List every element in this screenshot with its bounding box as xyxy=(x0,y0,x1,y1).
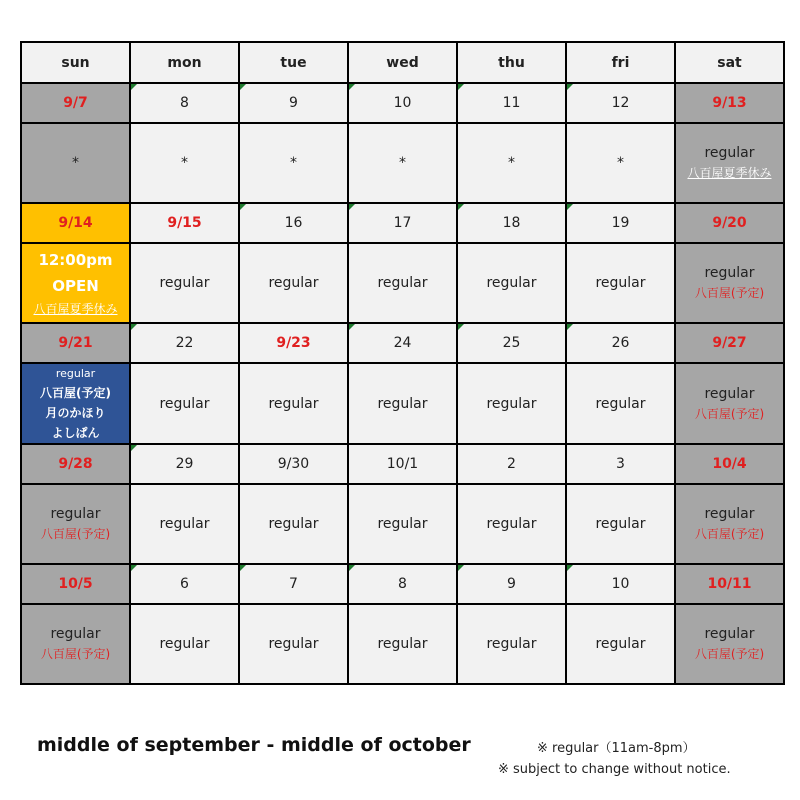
schedule-cell: regular xyxy=(566,243,675,323)
cell-marker-icon xyxy=(458,565,464,571)
schedule-cell xyxy=(675,123,784,203)
cell-marker-icon xyxy=(240,204,246,210)
date-cell: 9/15 xyxy=(130,203,239,243)
yaoya-planned-label: 八百屋(予定) xyxy=(40,647,111,661)
regular-label: regular xyxy=(50,506,101,522)
schedule-cell: * xyxy=(566,123,675,203)
vendor-label: よしぱん xyxy=(51,426,100,440)
date-cell: 9 xyxy=(457,564,566,604)
cell-marker-icon xyxy=(567,204,573,210)
date-cell: 10/5 xyxy=(21,564,130,604)
schedule-cell: regular xyxy=(348,604,457,684)
cell-marker-icon xyxy=(131,84,137,90)
schedule-cell xyxy=(675,243,784,323)
yaoya-holiday-label: 八百屋夏季休み xyxy=(33,302,118,316)
schedule-cell xyxy=(21,604,130,684)
regular-label: regular xyxy=(704,385,755,402)
schedule-cell: regular xyxy=(348,243,457,323)
date-cell: 17 xyxy=(348,203,457,243)
header-sat: sat xyxy=(675,42,784,83)
cell-marker-icon xyxy=(458,84,464,90)
schedule-cell: regular xyxy=(130,604,239,684)
header-fri: fri xyxy=(566,42,675,83)
schedule-cell xyxy=(675,604,784,684)
date-cell: 29 xyxy=(130,444,239,484)
date-cell: 22 xyxy=(130,323,239,363)
date-cell: 10/4 xyxy=(675,444,784,484)
open-time: 12:00pm xyxy=(38,251,113,269)
schedule-cell: regular xyxy=(457,243,566,323)
cell-marker-icon xyxy=(240,84,246,90)
cell-marker-icon xyxy=(131,324,137,330)
schedule-cell xyxy=(21,484,130,564)
date-cell: 9/13 xyxy=(675,83,784,123)
cell-marker-icon xyxy=(349,565,355,571)
header-mon: mon xyxy=(130,42,239,83)
schedule-cell: regular xyxy=(239,604,348,684)
date-cell: 6 xyxy=(130,564,239,604)
schedule-cell: regular xyxy=(130,484,239,564)
regular-hours-note: ※ regular（11am-8pm） xyxy=(537,741,696,756)
week4-content-row xyxy=(21,484,784,564)
date-cell: 10/11 xyxy=(675,564,784,604)
cell-marker-icon xyxy=(567,84,573,90)
date-cell: 9/27 xyxy=(675,323,784,363)
date-cell: 8 xyxy=(130,83,239,123)
date-cell: 10 xyxy=(348,83,457,123)
date-cell: 24 xyxy=(348,323,457,363)
schedule-cell: * xyxy=(21,123,130,203)
schedule-cell: regular xyxy=(457,363,566,444)
yaoya-planned-label: 八百屋(予定) xyxy=(40,386,111,400)
calendar-table xyxy=(20,41,785,685)
vendor-label: 月のかほり xyxy=(45,406,106,420)
yaoya-planned-label: 八百屋(予定) xyxy=(694,286,765,300)
schedule-cell: regular xyxy=(348,363,457,444)
date-cell: 26 xyxy=(566,323,675,363)
schedule-cell: regular xyxy=(130,243,239,323)
week3-content-row xyxy=(21,363,784,444)
regular-label: regular xyxy=(704,265,755,281)
header-wed: wed xyxy=(348,42,457,83)
cell-marker-icon xyxy=(567,324,573,330)
date-cell: 9/30 xyxy=(239,444,348,484)
week4-date-row xyxy=(21,444,784,484)
date-cell: 10/1 xyxy=(348,444,457,484)
week3-date-row xyxy=(21,323,784,363)
date-cell: 9/28 xyxy=(21,444,130,484)
cell-marker-icon xyxy=(458,204,464,210)
date-cell: 3 xyxy=(566,444,675,484)
cell-marker-icon xyxy=(349,204,355,210)
regular-label: regular xyxy=(704,626,755,642)
cell-marker-icon xyxy=(349,84,355,90)
date-cell: 9 xyxy=(239,83,348,123)
schedule-cell: regular xyxy=(348,484,457,564)
yaoya-planned-label: 八百屋(予定) xyxy=(694,647,765,661)
header-thu: thu xyxy=(457,42,566,83)
yaoya-planned-label: 八百屋(予定) xyxy=(694,527,765,541)
date-cell: 11 xyxy=(457,83,566,123)
schedule-cell xyxy=(675,363,784,444)
schedule-cell: regular xyxy=(457,604,566,684)
schedule-cell: regular xyxy=(239,363,348,444)
date-cell: 8 xyxy=(348,564,457,604)
period-title: middle of september - middle of october xyxy=(37,734,471,756)
schedule-cell: * xyxy=(130,123,239,203)
open-label: OPEN xyxy=(52,277,99,295)
schedule-cell: regular xyxy=(130,363,239,444)
header-sun: sun xyxy=(21,42,130,83)
date-cell: 25 xyxy=(457,323,566,363)
date-cell: 9/21 xyxy=(21,323,130,363)
week5-content-row xyxy=(21,604,784,684)
schedule-cell: regular xyxy=(566,604,675,684)
schedule-cell: * xyxy=(348,123,457,203)
date-cell: 16 xyxy=(239,203,348,243)
yaoya-planned-label: 八百屋(予定) xyxy=(40,527,111,541)
date-cell: 9/20 xyxy=(675,203,784,243)
week2-date-row xyxy=(21,203,784,243)
date-cell: 10 xyxy=(566,564,675,604)
schedule-cell: regular xyxy=(457,484,566,564)
date-cell: 9/23 xyxy=(239,323,348,363)
date-cell: 9/7 xyxy=(21,83,130,123)
week2-content-row xyxy=(21,243,784,323)
cell-marker-icon xyxy=(349,324,355,330)
cell-marker-icon xyxy=(131,565,137,571)
cell-marker-icon xyxy=(131,445,137,451)
date-cell: 12 xyxy=(566,83,675,123)
regular-label: regular xyxy=(50,626,101,642)
date-cell: 18 xyxy=(457,203,566,243)
schedule-cell: * xyxy=(239,123,348,203)
schedule-cell xyxy=(21,243,130,323)
header-tue: tue xyxy=(239,42,348,83)
week5-date-row xyxy=(21,564,784,604)
regular-label: regular xyxy=(55,367,96,380)
cell-marker-icon xyxy=(567,565,573,571)
date-cell: 7 xyxy=(239,564,348,604)
week1-date-row xyxy=(21,83,784,123)
schedule-cell: regular xyxy=(239,484,348,564)
yaoya-holiday-label: 八百屋夏季休み xyxy=(687,166,772,180)
schedule-cell: regular xyxy=(239,243,348,323)
regular-label: regular xyxy=(704,506,755,522)
weekday-header-row xyxy=(21,42,784,83)
date-cell: 2 xyxy=(457,444,566,484)
regular-label: regular xyxy=(704,145,755,161)
schedule-cell xyxy=(675,484,784,564)
date-cell: 19 xyxy=(566,203,675,243)
schedule-cell xyxy=(21,363,130,444)
change-notice: ※ subject to change without notice. xyxy=(498,762,731,777)
cell-marker-icon xyxy=(240,565,246,571)
schedule-cell: regular xyxy=(566,363,675,444)
schedule-cell: * xyxy=(457,123,566,203)
schedule-cell: regular xyxy=(566,484,675,564)
cell-marker-icon xyxy=(458,324,464,330)
week1-content-row xyxy=(21,123,784,203)
date-cell: 9/14 xyxy=(21,203,130,243)
yaoya-planned-label: 八百屋(予定) xyxy=(694,406,765,421)
